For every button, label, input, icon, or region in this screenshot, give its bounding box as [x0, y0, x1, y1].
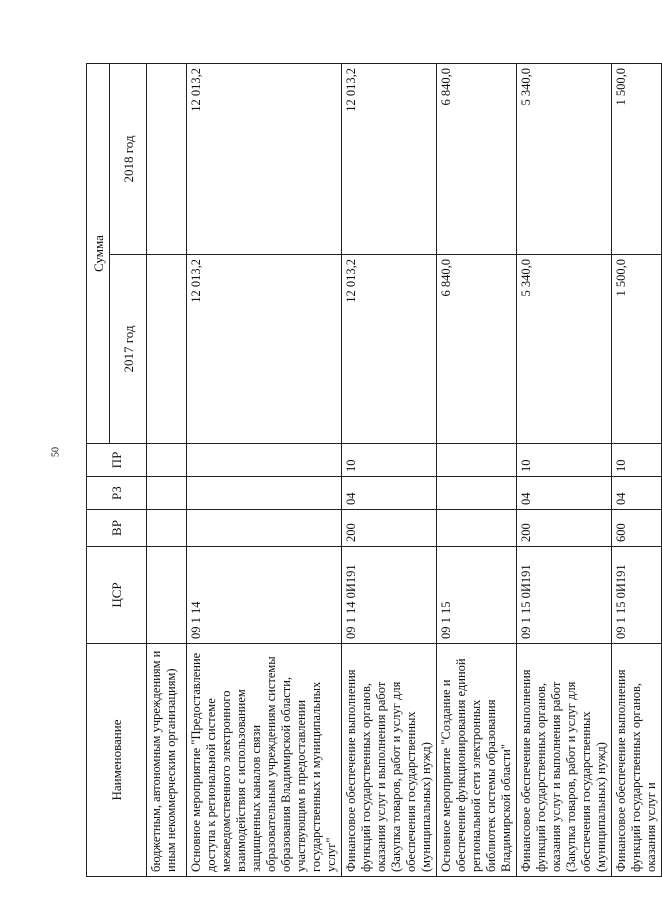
row-name: Финансовое обеспечение выполнения функций государственных органов, оказания услуг и [612, 644, 662, 877]
header-sum: Сумма [87, 64, 110, 444]
row-vr: 600 [612, 510, 662, 547]
header-row [87, 64, 110, 877]
row-vr [187, 510, 342, 547]
row-vr [437, 510, 517, 547]
table-row [342, 64, 437, 877]
row-name: Финансовое обеспечение выполнения функций государственных органов, оказания услуг и выполнения работ (Закупка товаров, работ и услуг для обеспечения государственных (муниципальных) нужд) [342, 644, 437, 877]
table-row [437, 64, 517, 877]
row-rz: 04 [342, 477, 437, 510]
row-2017: 5 340,0 [517, 255, 612, 444]
row-rz [437, 477, 517, 510]
row-2017: 12 013,2 [187, 255, 342, 444]
row-vr: 200 [517, 510, 612, 547]
row-csr: 09 1 14 [187, 547, 342, 644]
row-pr: 10 [342, 444, 437, 477]
header-2018: 2018 год [110, 64, 147, 255]
row-name: Основное мероприятие "Предоставление доступа к региональной системе межведомственного электронного взаимодействия с использованием защищенных каналов связи образовательным учреждениям системы образования Владимирской области, участвующим в предоставлении государственных и муниципальных услуг" [187, 644, 342, 877]
row-csr: 09 1 14 0И191 [342, 547, 437, 644]
header-2017: 2017 год [110, 255, 147, 444]
row-csr: 09 1 15 0И191 [517, 547, 612, 644]
row-csr: 09 1 15 [437, 547, 517, 644]
row-2017: 1 500,0 [612, 255, 662, 444]
header-name: Наименование [87, 644, 147, 877]
page-number: 50 [50, 447, 62, 457]
row-vr [147, 510, 187, 547]
row-2018: 12 013,2 [342, 64, 437, 255]
row-csr [147, 547, 187, 644]
row-name: Основное мероприятие "Создание и обеспечение функционирования единой региональной сети электронных библиотек системы образования Владимирской области" [437, 644, 517, 877]
budget-table-container [86, 64, 658, 877]
row-rz [147, 477, 187, 510]
row-rz: 04 [517, 477, 612, 510]
header-csr: ЦСР [87, 547, 147, 644]
row-2018: 12 013,2 [187, 64, 342, 255]
row-pr [187, 444, 342, 477]
row-pr: 10 [517, 444, 612, 477]
row-name: бюджетным, автономным учреждениям и иным некоммерческим организациям) [147, 644, 187, 877]
row-pr [147, 444, 187, 477]
row-csr: 09 1 15 0И191 [612, 547, 662, 644]
row-2018: 6 840,0 [437, 64, 517, 255]
header-vr: ВР [87, 510, 147, 547]
row-2017: 12 013,2 [342, 255, 437, 444]
table-row [517, 64, 612, 877]
table-row [147, 64, 187, 877]
row-2018 [147, 64, 187, 255]
row-vr: 200 [342, 510, 437, 547]
row-pr [437, 444, 517, 477]
table-row [612, 64, 662, 877]
row-2018: 1 500,0 [612, 64, 662, 255]
row-pr: 10 [612, 444, 662, 477]
budget-table [86, 63, 662, 877]
row-2018: 5 340,0 [517, 64, 612, 255]
row-2017: 6 840,0 [437, 255, 517, 444]
header-pr: ПР [87, 444, 147, 477]
row-rz [187, 477, 342, 510]
row-name: Финансовое обеспечение выполнения функций государственных органов, оказания услуг и выполнения работ (Закупка товаров, работ и услуг для обеспечения государственных (муниципальных) нужд) [517, 644, 612, 877]
row-rz: 04 [612, 477, 662, 510]
table-row [187, 64, 342, 877]
row-2017 [147, 255, 187, 444]
header-rz: РЗ [87, 477, 147, 510]
